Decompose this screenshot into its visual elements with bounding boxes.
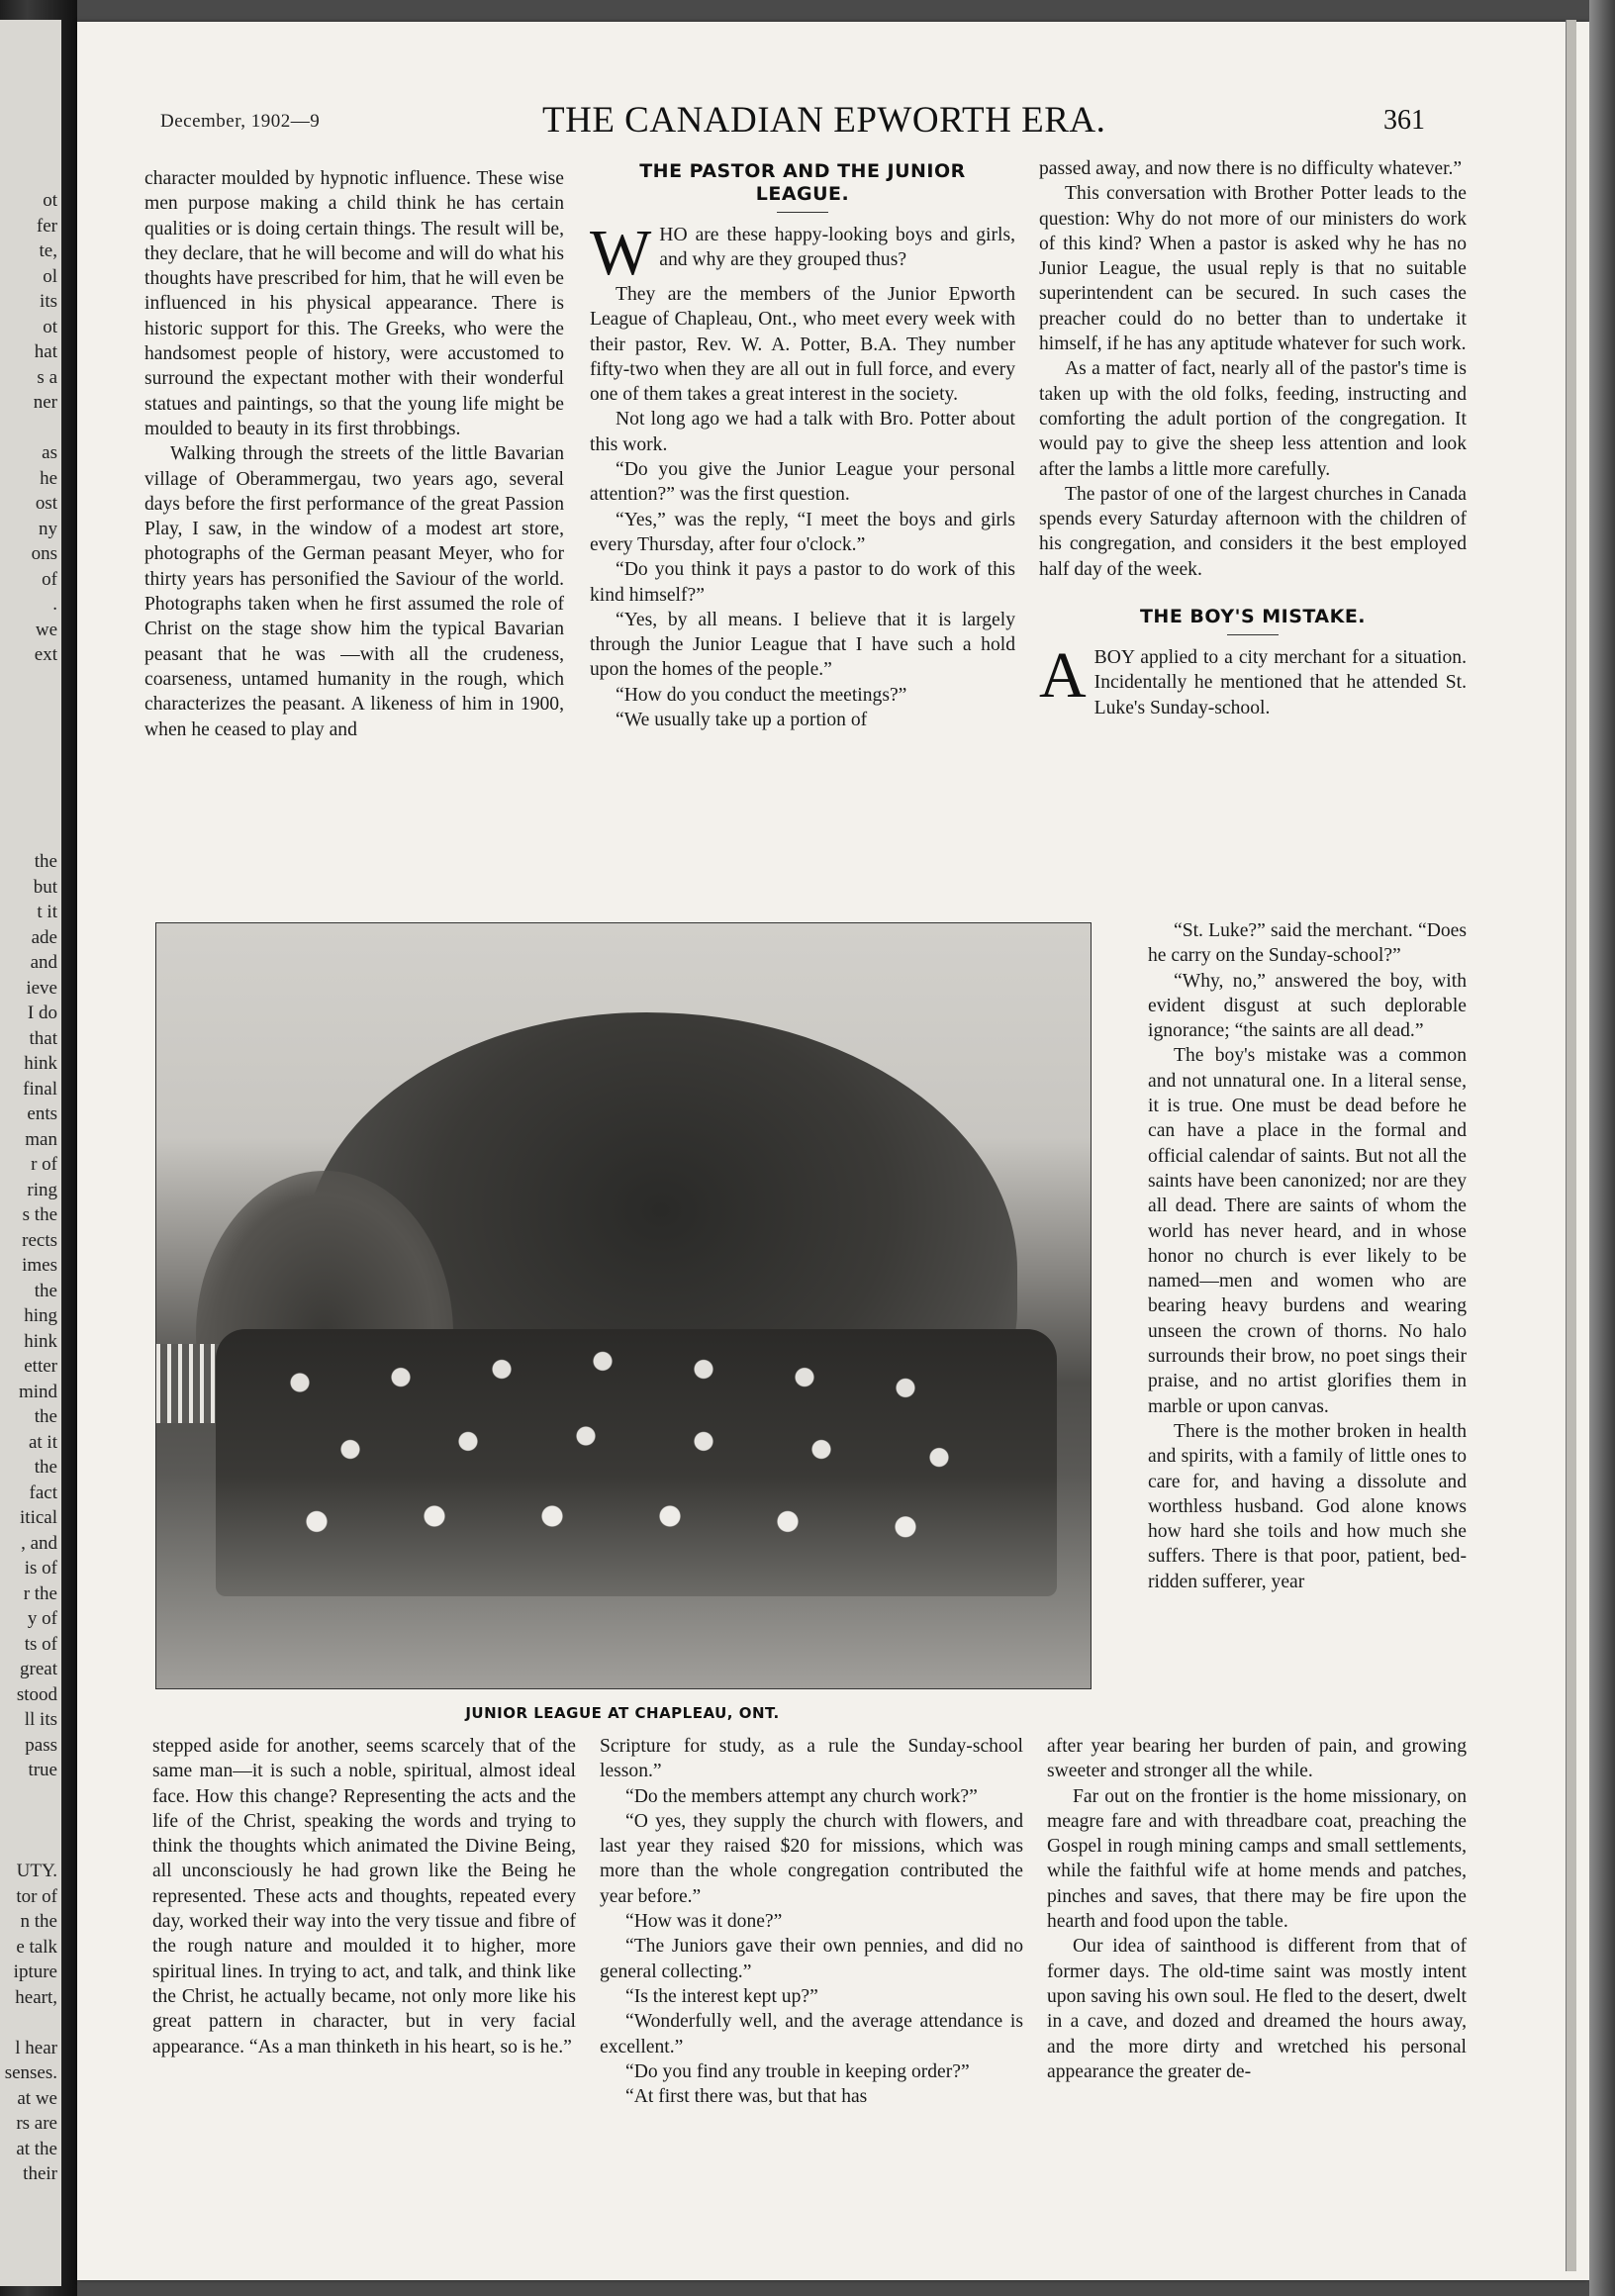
paragraph: Walking through the streets of the little Bavarian village of Oberammergau, two years ago, several days before the first performance of the great Passion Play, I saw, in the window of a modest art store, photographs of the German peasant Meyer, who for thirty years has personified the Saviour of the world. Photographs taken when he first assumed the role of Christ on the stage show him the typical Bavarian peasant that he was —with all the crudeness, coarseness, untamed humanity in the rough, which characterizes the peasant. A likeness of him in 1900, when he ceased to play and: [144, 443, 564, 740]
column-3-continued: [1148, 918, 1467, 1594]
facing-page-text-fragment: senses.: [4, 2062, 57, 2083]
facing-page-text-fragment: s a: [37, 366, 57, 388]
facing-page-text-fragment: n the: [20, 1911, 57, 1932]
facing-page-text-fragment: ot: [43, 190, 57, 211]
facing-page-text-fragment: .: [52, 594, 57, 615]
facing-page-text-fragment: and: [30, 952, 57, 973]
facing-page-text-fragment: hink: [24, 1330, 57, 1352]
facing-page-text-fragment: ost: [35, 493, 57, 514]
paragraph: Not long ago we had a talk with Bro. Potter about this work.: [590, 409, 1015, 455]
paragraph: stepped aside for another, seems scarcely that of the same man—it is such a noble, spiritual, almost ideal face. How this change? Representing the acts and the life of the Christ, speaking the words and trying to think the thoughts which animated the Divine Being, all unconsciously he had grown like the Being he represented. These acts and thoughts, repeated every day, worked their way into the very tissue and fibre of the rough nature and moulded it to higher, more spiritual lines. In trying to act, and talk, and think like the Christ, he actually became, not only more like his great pattern in character, but in very facial appearance. “As a man thinketh in his heart, so is he.”: [152, 1736, 576, 2057]
paragraph: Scripture for study, as a rule the Sunday-school lesson.”: [600, 1736, 1023, 1782]
facing-page-text-fragment: fact: [29, 1482, 57, 1503]
paragraph: “Yes,” was the reply, “I meet the boys and girls every Thursday, after four o'clock.”: [590, 509, 1015, 555]
facing-page-text-fragment: ipture: [13, 1961, 57, 1982]
facing-page-text-fragment: at the: [16, 2138, 57, 2159]
facing-page-text-fragment: ieve: [26, 977, 57, 999]
bottom-column-2: [600, 1734, 1023, 2109]
column-3: [1039, 156, 1467, 720]
facing-page-text-fragment: r of: [31, 1154, 57, 1175]
facing-page-text-fragment: of: [42, 568, 57, 590]
facing-page-text-fragment: the: [34, 1457, 57, 1478]
facing-page-text-fragment: but: [33, 876, 57, 898]
facing-page-text-fragment: that: [29, 1027, 57, 1049]
facing-page-text-fragment: fer: [36, 215, 57, 237]
facing-page-text-fragment: ny: [39, 518, 57, 539]
facing-page-text-fragment: ring: [27, 1179, 57, 1200]
facing-page-text-fragment: , and: [21, 1532, 57, 1554]
article-heading: THE BOY'S MISTAKE.: [1139, 606, 1367, 628]
bottom-column-1: [152, 1734, 576, 2059]
facing-page-text-fragment: hing: [24, 1305, 57, 1326]
facing-page-edge: [0, 20, 61, 2286]
paragraph: They are the members of the Junior Epworth League of Chapleau, Ont., who meet every week with their pastor, Rev. W. A. Potter, B.A. They number fifty-two when they are all out in full force, and every one of them takes a great interest in the society.: [590, 284, 1015, 406]
facing-page-text-fragment: ol: [43, 265, 57, 287]
paragraph: “Do you think it pays a pastor to do work of this kind himself?”: [590, 559, 1015, 606]
facing-page-text-fragment: y of: [27, 1608, 57, 1629]
column-3-bottom: [1047, 1734, 1467, 2084]
paragraph: passed away, and now there is no difficulty whatever.”: [1039, 158, 1463, 179]
facing-page-text-fragment: man: [25, 1128, 57, 1150]
lead-text: HO are these happy-looking boys and girls, and why are they grouped thus?: [659, 225, 1015, 271]
paragraph: “O yes, they supply the church with flowers, and last year they raised $20 for missions, which was more than the whole congregation contributed the year before.”: [600, 1810, 1023, 1907]
article-lead: [1039, 639, 1467, 720]
group-photograph: [155, 922, 1092, 1689]
facing-page-text-fragment: UTY.: [16, 1861, 57, 1881]
column-2: [590, 160, 1015, 732]
paragraph: As a matter of fact, nearly all of the pastor's time is taken up with the old folks, feeding, instructing and comforting the adult portion of the congregation. It would pay to give the sheep less attention and look after the lambs a little more carefully.: [1039, 358, 1467, 480]
facing-page-text-fragment: the: [34, 1406, 57, 1427]
paragraph: Far out on the frontier is the home missionary, on meagre fare and with threadbare coat, preaching the Gospel in rough mining camps and small settlements, while the faithful wife at home mends and patches, pinches and saves, that there may be fire upon the hearth and food upon the table.: [1047, 1785, 1467, 1933]
paragraph: “Wonderfully well, and the average attendance is excellent.”: [600, 2011, 1023, 2057]
facing-page-text-fragment: the: [34, 1280, 57, 1301]
facing-page-text-fragment: hat: [34, 341, 57, 362]
paragraph: The pastor of one of the largest churches in Canada spends every Saturday afternoon with the children of his congregation, and considers it the best employed half day of the week.: [1039, 483, 1467, 580]
facing-page-text-fragment: its: [40, 291, 57, 312]
drop-cap: W: [590, 217, 652, 289]
facing-page-text-fragment: imes: [22, 1255, 57, 1276]
facing-page-text-fragment: ner: [33, 392, 57, 413]
facing-page-text-fragment: true: [28, 1760, 57, 1780]
facing-page-text-fragment: tor of: [16, 1885, 57, 1907]
facing-page-text-fragment: at it: [28, 1431, 57, 1453]
facing-page-text-fragment: l hear: [15, 2037, 57, 2058]
paragraph: “The Juniors gave their own pennies, and did no general collecting.”: [600, 1936, 1023, 1982]
article-lead: [590, 217, 1015, 289]
facing-page-text-fragment: ext: [34, 644, 57, 665]
facing-page-text-fragment: ade: [31, 926, 57, 948]
column-1: [144, 166, 564, 742]
facing-page-text-fragment: pass: [25, 1734, 57, 1756]
facing-page-text-fragment: r the: [23, 1582, 57, 1604]
facing-page-text-fragment: their: [23, 2163, 57, 2184]
heading-rule: [777, 212, 828, 213]
scan-border: [1589, 0, 1615, 2296]
photo-caption: JUNIOR LEAGUE AT CHAPLEAU, ONT.: [465, 1704, 780, 1722]
facing-page-text-fragment: I do: [27, 1003, 57, 1023]
facing-page-text-fragment: is of: [24, 1558, 57, 1578]
facing-page-text-fragment: the: [34, 851, 57, 872]
facing-page-text-fragment: s the: [22, 1204, 57, 1225]
facing-page-text-fragment: stood: [16, 1683, 57, 1705]
facing-page-text-fragment: we: [35, 619, 57, 640]
facing-page-text-fragment: itical: [20, 1507, 57, 1528]
facing-page-text-fragment: at we: [17, 2087, 57, 2109]
page-edge: [1566, 20, 1576, 2271]
paragraph: character moulded by hypnotic influence. These wise men purpose making a child think he has certain qualities or is doing certain things. The result will be, they declare, that he will become and will do what his thoughts have prescribed for him, that he will even be influenced in his physical appearance. There is historic support for this. The Greeks, who were the handsomest people of history, were accustomed to surround the expectant mother with their wonderful statues and paintings, so that the young life might be moulded to beauty in its first throbbings.: [144, 168, 564, 439]
facing-page-text-fragment: te,: [39, 240, 57, 261]
paragraph: “We usually take up a portion of: [616, 710, 868, 731]
children-group: [216, 1329, 1057, 1596]
article-heading: THE PASTOR AND THE JUNIOR LEAGUE.: [639, 160, 966, 205]
paragraph: “Why, no,” answered the boy, with evident disgust at such deplorable ignorance; “the saints are all dead.”: [1148, 970, 1467, 1042]
page-number: 361: [1383, 105, 1425, 136]
facing-page-text-fragment: hink: [24, 1053, 57, 1074]
facing-page-text-fragment: he: [40, 467, 57, 489]
facing-page-text-fragment: ot: [43, 316, 57, 337]
facing-page-text-fragment: ons: [31, 543, 57, 564]
magazine-title: THE CANADIAN EPWORTH ERA.: [542, 100, 1106, 141]
paragraph: “Is the interest kept up?”: [625, 1985, 818, 2007]
facing-page-text-fragment: final: [23, 1078, 57, 1100]
facing-page-text-fragment: ts of: [24, 1633, 57, 1655]
paragraph: There is the mother broken in health and spirits, with a family of little ones to care for, and having a dissolute and worthless husband. God alone knows how hard she toils and how much she suffers. There is that poor, patient, bed-ridden sufferer, year: [1148, 1420, 1467, 1592]
facing-page-text-fragment: t it: [37, 902, 57, 922]
facing-page-text-fragment: ents: [27, 1103, 57, 1124]
facing-page-text-fragment: rects: [22, 1229, 57, 1251]
drop-cap: A: [1039, 639, 1087, 713]
paragraph: The boy's mistake was a common and not unnatural one. In a literal sense, it is true. One must be dead before he can have a place in the formal and official calendar of saints. But not all the saints have been canonized; nor are they all dead. There are saints of whom the world has never heard, and in whose honor no church is ever likely to be named—men and women who are bearing heavy burdens and wearing unseen the crown of thorns. No halo surrounds their brow, no poet sings their praise, and no artist glorifies them in marble or upon canvas.: [1148, 1045, 1467, 1417]
facing-page-text-fragment: heart,: [15, 1986, 57, 2008]
paragraph: after year bearing her burden of pain, and growing sweeter and stronger all the while.: [1047, 1736, 1467, 1782]
facing-page-text-fragment: mind: [18, 1381, 57, 1402]
paragraph: “At first there was, but that has: [625, 2086, 868, 2108]
paragraph: “St. Luke?” said the merchant. “Does he carry on the Sunday-school?”: [1148, 920, 1467, 967]
paragraph: “Yes, by all means. I believe that it is largely through the Junior League that I have such a hold upon the homes of the people.”: [590, 609, 1015, 681]
running-header: [0, 99, 1615, 139]
heading-rule: [1227, 634, 1279, 635]
facing-page-text-fragment: rs are: [16, 2113, 57, 2134]
paragraph: “Do the members attempt any church work?”: [625, 1785, 978, 1807]
paragraph: “How do you conduct the meetings?”: [616, 684, 907, 706]
paragraph: “How was it done?”: [625, 1911, 783, 1933]
facing-page-text-fragment: great: [20, 1659, 57, 1679]
facing-page-text-fragment: ll its: [24, 1709, 57, 1730]
facing-page-text-fragment: etter: [24, 1356, 57, 1377]
paragraph: “Do you give the Junior League your personal attention?” was the first question.: [590, 459, 1015, 506]
facing-page-text-fragment: e talk: [16, 1936, 57, 1958]
facing-page-text-fragment: as: [42, 442, 57, 463]
paragraph: This conversation with Brother Potter leads to the question: Why do not more of our ministers do work of this kind? When a pastor is asked why he has no Junior League, the usual reply is that no suitable superintendent can be secured. In such cases the preacher could do no better than to undertake it himself, if he has any aptitude whatever for such work.: [1039, 183, 1467, 355]
lead-text: BOY applied to a city merchant for a situation. Incidentally he mentioned that he attended St. Luke's Sunday-school.: [1093, 647, 1467, 718]
paragraph: Our idea of sainthood is different from that of former days. The old-time saint was mostly intent upon saving his own soul. He fled to the desert, dwelt in a cave, and dozed and dreamed the hours away, and the more dirty and wretched his personal appearance the greater de-: [1047, 1936, 1467, 2082]
paragraph: “Do you find any trouble in keeping order?”: [625, 2060, 970, 2082]
issue-date: December, 1902—9: [160, 111, 321, 132]
